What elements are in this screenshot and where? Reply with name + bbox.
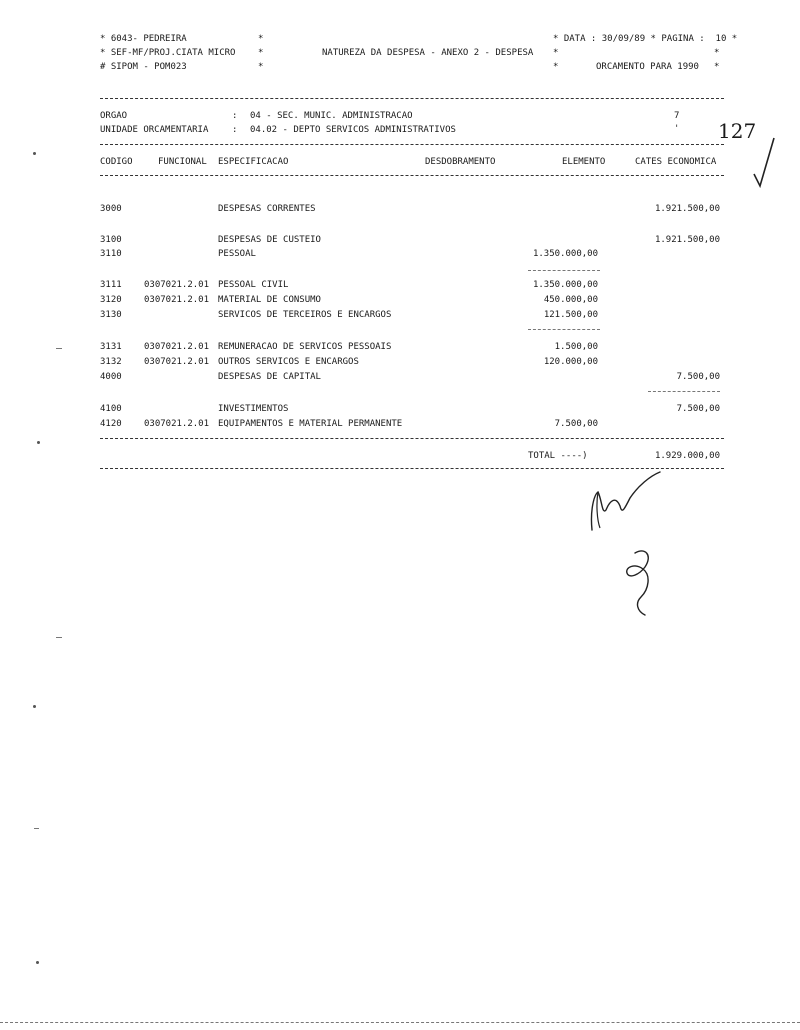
row-elemento: 7.500,00 (554, 419, 598, 429)
row-codigo: 3120 (100, 295, 122, 305)
scan-speck (37, 441, 40, 444)
col-header-funcional: FUNCIONAL (158, 157, 207, 167)
row-cates: 1.921.500,00 (654, 235, 720, 245)
row-especificacao: DESPESAS DE CAPITAL (218, 372, 321, 382)
row-especificacao: MATERIAL DE CONSUMO (218, 295, 321, 305)
row-elemento: 1.350.000,00 (532, 249, 598, 259)
divider (100, 144, 724, 145)
row-codigo: 3130 (100, 310, 122, 320)
row-codigo: 3111 (100, 280, 122, 290)
handwritten-mark (615, 545, 665, 620)
subtotal-rule (648, 391, 720, 392)
header-star: * (714, 48, 720, 58)
col-header-cates-economica: CATES ECONOMICA (635, 157, 717, 167)
row-elemento: 121.500,00 (543, 310, 598, 320)
col-header-elemento: ELEMENTO (562, 157, 606, 167)
row-codigo: 3100 (100, 235, 122, 245)
header-star: * (553, 48, 559, 58)
divider (100, 175, 724, 176)
row-codigo: 3000 (100, 204, 122, 214)
row-funcional: 0307021.2.01 (144, 280, 210, 290)
row-especificacao: DESPESAS CORRENTES (218, 204, 316, 214)
row-codigo: 3131 (100, 342, 122, 352)
divider (100, 468, 724, 469)
unidade-mark: ' (674, 124, 680, 134)
row-codigo: 4100 (100, 404, 122, 414)
row-especificacao: PESSOAL (218, 249, 256, 259)
row-cates: 7.500,00 (676, 404, 720, 414)
col-header-codigo: CODIGO (100, 157, 133, 167)
orgao-mark: 7 (674, 111, 680, 121)
row-especificacao: PESSOAL CIVIL (218, 280, 289, 290)
row-elemento: 1.350.000,00 (532, 280, 598, 290)
row-codigo: 3132 (100, 357, 122, 367)
budget-year: ORCAMENTO PARA 1990 (596, 62, 699, 72)
row-codigo: 4000 (100, 372, 122, 382)
signature-initials (580, 470, 670, 540)
scan-speck (33, 152, 36, 155)
header-star: * (258, 62, 264, 72)
divider (100, 438, 724, 439)
row-elemento: 1.500,00 (554, 342, 598, 352)
header-star: * (258, 48, 264, 58)
page-number-stamp: 127 (718, 119, 757, 143)
row-funcional: 0307021.2.01 (144, 295, 210, 305)
row-especificacao: EQUIPAMENTOS E MATERIAL PERMANENTE (218, 419, 403, 429)
check-mark-icon (740, 130, 780, 210)
unidade-value: 04.02 - DEPTO SERVICOS ADMINISTRATIVOS (250, 125, 456, 135)
row-especificacao: SERVICOS DE TERCEIROS E ENCARGOS (218, 310, 392, 320)
scan-speck (56, 348, 62, 349)
header-dept-line: * SEF-MF/PROJ.CIATA MICRO (100, 48, 236, 58)
scan-speck (36, 961, 39, 964)
unidade-separator: : (232, 125, 238, 135)
row-especificacao: DESPESAS DE CUSTEIO (218, 235, 321, 245)
row-elemento: 450.000,00 (543, 295, 598, 305)
scan-speck (34, 828, 39, 829)
total-label: TOTAL ----) (528, 451, 588, 461)
divider (100, 98, 724, 99)
col-header-especificacao: ESPECIFICACAO (218, 157, 289, 167)
header-star: * (553, 62, 559, 72)
row-cates: 7.500,00 (676, 372, 720, 382)
row-funcional: 0307021.2.01 (144, 419, 210, 429)
header-org-line: * 6043- PEDREIRA (100, 34, 187, 44)
row-codigo: 3110 (100, 249, 122, 259)
subtotal-rule (528, 270, 600, 271)
total-value: 1.929.000,00 (654, 451, 720, 461)
row-codigo: 4120 (100, 419, 122, 429)
col-header-desdobramento: DESDOBRAMENTO (425, 157, 496, 167)
row-especificacao: REMUNERACAO DE SERVICOS PESSOAIS (218, 342, 392, 352)
scan-speck (56, 637, 62, 638)
scan-edge (0, 1022, 800, 1023)
row-cates: 1.921.500,00 (654, 204, 720, 214)
orgao-label: ORGAO (100, 111, 128, 121)
scan-speck (33, 705, 36, 708)
unidade-label: UNIDADE ORCAMENTARIA (100, 125, 209, 135)
header-star: * (714, 62, 720, 72)
header-star: * (258, 34, 264, 44)
report-title: NATUREZA DA DESPESA - ANEXO 2 - DESPESA (322, 48, 534, 58)
header-system-line: # SIPOM - POM023 (100, 62, 187, 72)
orgao-separator: : (232, 111, 238, 121)
orgao-value: 04 - SEC. MUNIC. ADMINISTRACAO (250, 111, 413, 121)
row-funcional: 0307021.2.01 (144, 357, 210, 367)
row-especificacao: INVESTIMENTOS (218, 404, 289, 414)
header-date-page: * DATA : 30/09/89 * PAGINA : 10 * (553, 34, 738, 44)
row-funcional: 0307021.2.01 (144, 342, 210, 352)
row-especificacao: OUTROS SERVICOS E ENCARGOS (218, 357, 359, 367)
subtotal-rule (528, 329, 600, 330)
row-elemento: 120.000,00 (543, 357, 598, 367)
